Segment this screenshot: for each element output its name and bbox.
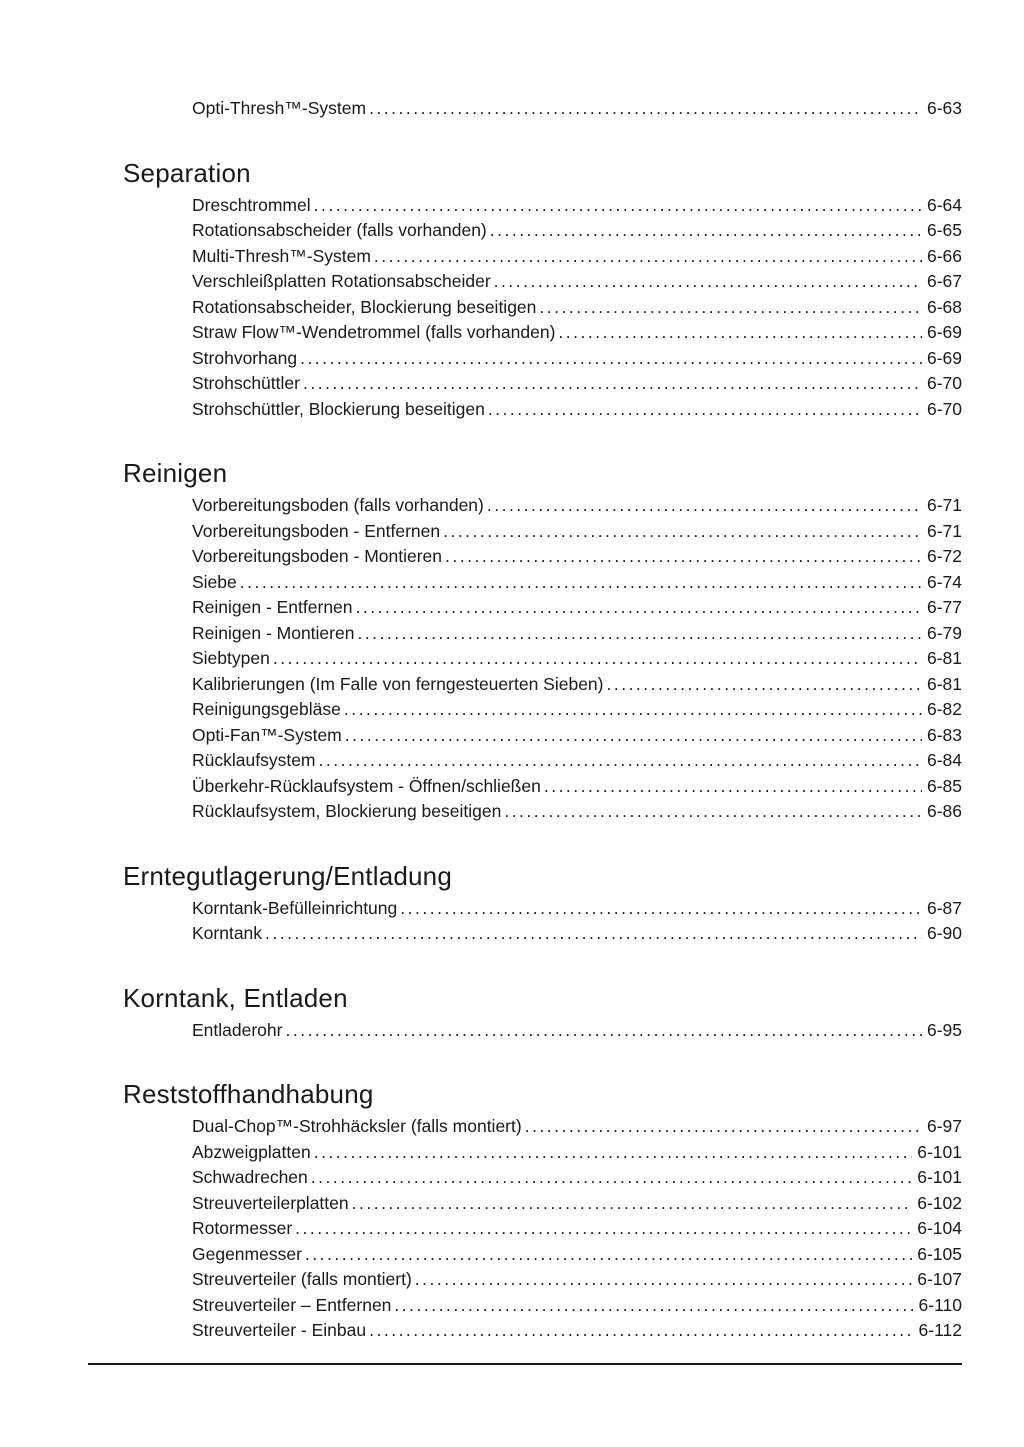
- toc-entry-page-number: 6-83: [926, 724, 962, 745]
- toc-entry-label: Korntank: [192, 923, 263, 943]
- dot-leader: [525, 1114, 922, 1140]
- toc-entry: [123, 646, 962, 672]
- section-heading: Erntegutlagerung/Entladung: [123, 860, 453, 891]
- toc-entry: [123, 896, 962, 922]
- dot-leader: [400, 896, 922, 922]
- toc-entry-label: Abzweigplatten: [192, 1141, 311, 1162]
- toc-entry: [123, 295, 962, 321]
- toc-entry-page-number: 6-71: [926, 495, 962, 515]
- toc-entry-label: Dreschtrommel: [192, 194, 311, 215]
- dot-leader: [295, 1216, 912, 1242]
- dot-leader: [490, 218, 922, 244]
- toc-entry: [123, 1191, 962, 1217]
- toc-entry-page-number: 6-70: [926, 373, 962, 393]
- toc-entry-page-number: 6-66: [926, 245, 962, 266]
- toc-entry-page-number: 6-69: [926, 347, 962, 368]
- toc-entry: [123, 493, 962, 519]
- dot-leader: [303, 371, 922, 397]
- section-heading: Separation: [123, 157, 251, 188]
- dot-leader: [240, 570, 922, 596]
- dot-leader: [488, 397, 922, 423]
- toc-entry: [123, 921, 962, 947]
- toc-entry: [123, 397, 962, 423]
- dot-leader: [300, 346, 922, 372]
- toc-entry-page-number: 6-64: [926, 194, 962, 215]
- toc-section: [123, 1079, 962, 1344]
- toc-entry-label: Reinigen - Montieren: [192, 622, 355, 643]
- toc-entry-label: Streuverteiler (falls montiert): [192, 1269, 412, 1289]
- toc-entry-page-number: 6-68: [926, 296, 962, 317]
- toc-entry-label: Straw Flow™-Wendetrommel (falls vorhanden): [192, 322, 556, 342]
- dot-leader: [394, 1293, 913, 1319]
- toc-entry-page-number: 6-97: [926, 1116, 962, 1136]
- toc-entry: [123, 371, 962, 397]
- toc-entry-page-number: 6-85: [926, 775, 962, 796]
- toc-entry-page-number: 6-95: [926, 1019, 962, 1040]
- dot-leader: [558, 320, 922, 346]
- toc-entry: [123, 1267, 962, 1293]
- dot-leader: [606, 672, 921, 698]
- toc-entry-page-number: 6-84: [926, 750, 962, 770]
- toc-entry-page-number: 6-63: [926, 98, 962, 118]
- toc-entry: [123, 218, 962, 244]
- toc-entry-label: Streuverteilerplatten: [192, 1192, 349, 1213]
- toc-entry-label: Opti-Thresh™-System: [192, 98, 367, 118]
- toc-entry-label: Rotationsabscheider (falls vorhanden): [192, 220, 487, 240]
- footer-rule: [88, 1363, 962, 1365]
- toc-entry-page-number: 6-79: [926, 622, 962, 643]
- toc-entry-label: Multi-Thresh™-System: [192, 245, 371, 266]
- toc-entry-page-number: 6-81: [926, 648, 962, 668]
- toc-entry: [123, 1318, 962, 1344]
- toc-entry-page-number: 6-72: [926, 546, 962, 566]
- toc-entry-label: Vorbereitungsboden - Entfernen: [192, 520, 441, 541]
- toc-entry-label: Schwadrechen: [192, 1167, 308, 1187]
- toc-entry: [123, 723, 962, 749]
- toc-entry-page-number: 6-112: [918, 1320, 962, 1340]
- dot-leader: [345, 723, 922, 749]
- toc-entry: [123, 799, 962, 825]
- toc-entry-page-number: 6-87: [926, 897, 962, 918]
- toc-section: [123, 96, 962, 122]
- toc-entry-page-number: 6-101: [917, 1167, 962, 1187]
- toc-entry-label: Reinigungsgebläse: [192, 699, 341, 719]
- toc-entry: [123, 1242, 962, 1268]
- toc-entry-label: Gegenmesser: [192, 1243, 302, 1264]
- toc-entry: [123, 1216, 962, 1242]
- toc-entry: [123, 570, 962, 596]
- toc-entry: [123, 672, 962, 698]
- dot-leader: [369, 1318, 913, 1344]
- dot-leader: [544, 774, 922, 800]
- toc-entry: [123, 544, 962, 570]
- toc-entry: [123, 519, 962, 545]
- toc-entry: [123, 621, 962, 647]
- toc-entry-label: Opti-Fan™-System: [192, 724, 342, 745]
- toc-entry: [123, 1293, 962, 1319]
- toc-entry: [123, 1140, 962, 1166]
- toc-entry-page-number: 6-67: [926, 271, 962, 291]
- toc-entry-label: Entladerohr: [192, 1019, 283, 1040]
- dot-leader: [319, 748, 922, 774]
- toc-entry-page-number: 6-69: [926, 322, 962, 342]
- toc-entry-label: Dual-Chop™-Strohhäcksler (falls montiert): [192, 1116, 522, 1136]
- toc-entry: [123, 193, 962, 219]
- toc-section: [123, 458, 962, 825]
- dot-leader: [305, 1242, 912, 1268]
- toc-entry-label: Rotationsabscheider, Blockierung beseitigen: [192, 296, 537, 317]
- toc-content: [123, 0, 962, 1344]
- toc-entry-label: Rücklaufsystem: [192, 750, 316, 770]
- dot-leader: [352, 1191, 913, 1217]
- toc-entry-label: Rotormesser: [192, 1218, 293, 1238]
- dot-leader: [356, 595, 922, 621]
- dot-leader: [494, 269, 922, 295]
- toc-entry-page-number: 6-81: [926, 673, 962, 694]
- toc-entry-page-number: 6-105: [917, 1243, 962, 1264]
- section-heading: Reinigen: [123, 458, 228, 488]
- toc-entry-page-number: 6-107: [917, 1269, 962, 1289]
- dot-leader: [314, 1140, 913, 1166]
- toc-entry: [123, 1165, 962, 1191]
- toc-entry: [123, 595, 962, 621]
- toc-entry-page-number: 6-86: [926, 801, 962, 821]
- toc-entry-page-number: 6-110: [918, 1294, 962, 1315]
- toc-entry: [123, 346, 962, 372]
- dot-leader: [487, 493, 922, 519]
- toc-entry-page-number: 6-90: [926, 923, 962, 943]
- toc-entry-page-number: 6-101: [917, 1141, 962, 1162]
- toc-entry-page-number: 6-77: [926, 597, 962, 617]
- toc-blocks: [123, 96, 962, 1344]
- toc-entry: [123, 320, 962, 346]
- toc-entry: [123, 269, 962, 295]
- section-heading: Reststoffhandhabung: [123, 1079, 374, 1109]
- toc-entry-page-number: 6-82: [926, 699, 962, 719]
- toc-entry-page-number: 6-74: [926, 571, 962, 592]
- toc-entry-page-number: 6-70: [926, 398, 962, 419]
- toc-entry-label: Streuverteiler – Entfernen: [192, 1294, 392, 1315]
- toc-entry-page-number: 6-102: [917, 1192, 962, 1213]
- dot-leader: [311, 1165, 912, 1191]
- dot-leader: [374, 244, 922, 270]
- dot-leader: [445, 544, 922, 570]
- toc-entry-label: Korntank-Befülleinrichtung: [192, 897, 398, 918]
- dot-leader: [344, 697, 922, 723]
- toc-entry-label: Strohschüttler: [192, 373, 300, 393]
- toc-entry: [123, 1114, 962, 1140]
- toc-entry: [123, 96, 962, 122]
- toc-entry-label: Streuverteiler - Einbau: [192, 1320, 367, 1340]
- dot-leader: [357, 621, 922, 647]
- dot-leader: [273, 646, 922, 672]
- toc-entry-label: Vorbereitungsboden (falls vorhanden): [192, 495, 484, 515]
- toc-entry: [123, 774, 962, 800]
- toc-entry-label: Überkehr-Rücklaufsystem - Öffnen/schließen: [192, 775, 541, 796]
- dot-leader: [314, 193, 922, 219]
- dot-leader: [285, 1018, 921, 1044]
- toc-entry-label: Siebe: [192, 571, 237, 592]
- toc-entry-label: Verschleißplatten Rotationsabscheider: [192, 271, 491, 291]
- toc-entry: [123, 244, 962, 270]
- dot-leader: [539, 295, 922, 321]
- toc-entry-label: Vorbereitungsboden - Montieren: [192, 546, 443, 566]
- dot-leader: [265, 921, 922, 947]
- toc-entry-label: Strohvorhang: [192, 347, 298, 368]
- toc-entry-label: Rücklaufsystem, Blockierung beseitigen: [192, 801, 502, 821]
- toc-entry-label: Kalibrierungen (Im Falle von ferngesteuerten Sieben): [192, 673, 604, 694]
- dot-leader: [504, 799, 922, 825]
- toc-section: [123, 983, 962, 1044]
- toc-entry-label: Strohschüttler, Blockierung beseitigen: [192, 398, 485, 419]
- toc-section: [123, 861, 962, 947]
- dot-leader: [369, 96, 922, 122]
- dot-leader: [443, 519, 922, 545]
- section-heading: Korntank, Entladen: [123, 982, 348, 1013]
- dot-leader: [415, 1267, 912, 1293]
- toc-entry-page-number: 6-104: [917, 1218, 962, 1238]
- toc-entry-page-number: 6-65: [926, 220, 962, 240]
- toc-section: [123, 158, 962, 423]
- toc-entry: [123, 697, 962, 723]
- toc-entry-page-number: 6-71: [926, 520, 962, 541]
- toc-entry-label: Reinigen - Entfernen: [192, 597, 353, 617]
- toc-entry: [123, 748, 962, 774]
- toc-entry-label: Siebtypen: [192, 648, 270, 668]
- toc-entry: [123, 1018, 962, 1044]
